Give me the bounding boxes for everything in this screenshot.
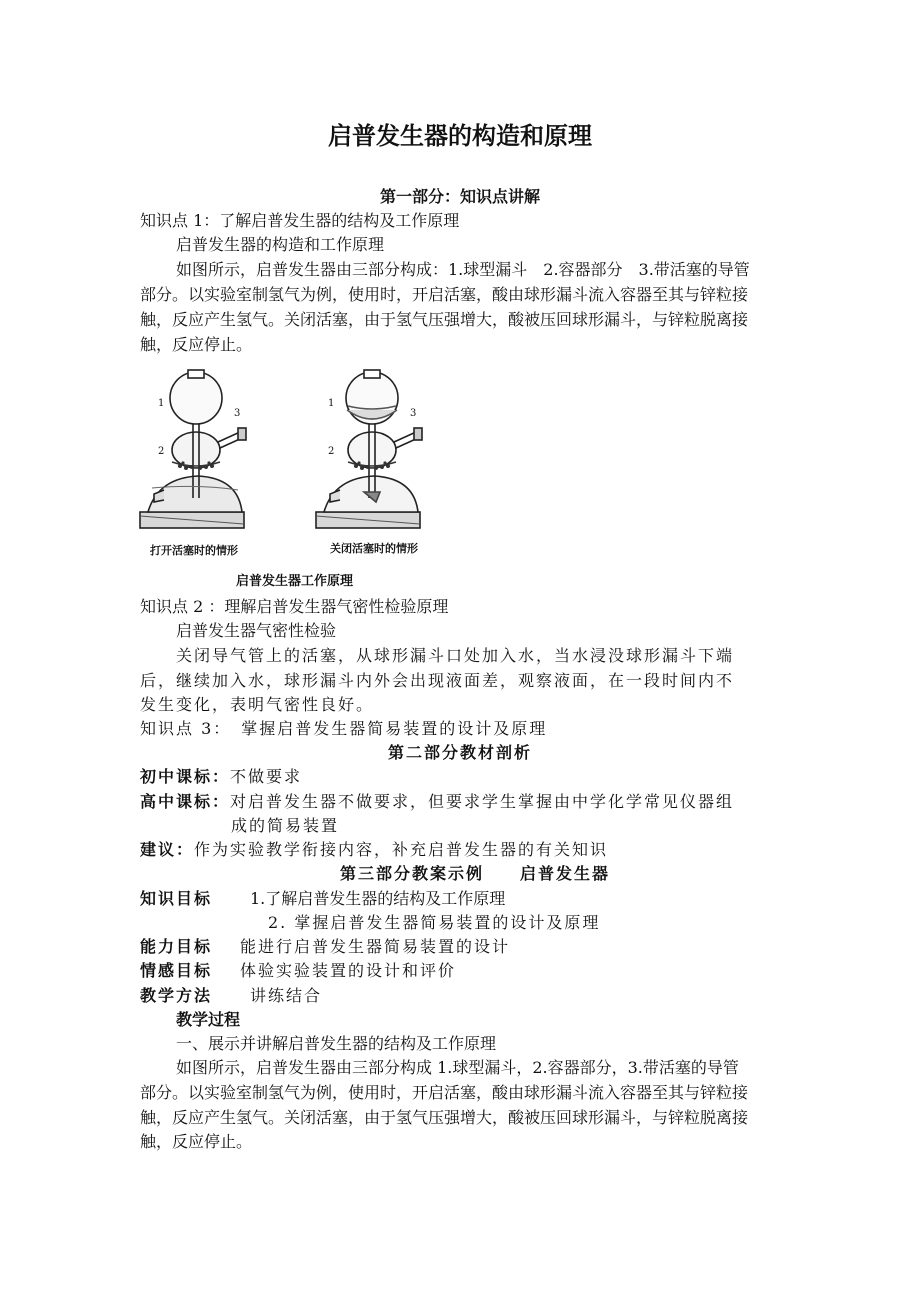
knowledge-goal-label: 知识目标 [140,889,213,908]
label-tube-left: 3 [234,408,241,419]
paragraph-line: 如图所示，启普发生器由三部分构成：1.球型漏斗 2.容器部分 3.带活塞的导管 [176,260,750,279]
paragraph-line: 部分。以实验室制氢气为例，使用时，开启活塞，酸由球形漏斗流入容器至其与锌粒接 [140,1083,749,1102]
junior-standard-label: 初中课标： [140,767,231,786]
knowledge-goal-item: 1.了解启普发生器的结构及工作原理 [250,889,506,908]
part1-heading: 第一部分：知识点讲解 [379,187,540,206]
knowledge-point-3: 知识点 3： 掌握启普发生器简易装置的设计及原理 [140,719,548,738]
part2-heading: 第二部分教材剖析 [387,743,532,762]
teaching-method-label: 教学方法 [140,986,213,1005]
kipp-apparatus-figure [138,366,438,591]
teaching-step-1: 一、展示并讲解启普发生器的结构及工作原理 [176,1034,497,1053]
figure-caption-open: 打开活塞时的情形 [150,544,238,557]
junior-standard-text: 不做要求 [230,767,303,786]
senior-standard [140,791,734,813]
paragraph-line: 发生变化，表明气密性良好。 [140,695,375,714]
figure-caption-closed: 关闭活塞时的情形 [330,542,418,555]
paragraph-line: 关闭导气管上的活塞，从球形漏斗口处加入水，当水浸没球形漏斗下端 [176,646,735,665]
senior-standard-text: 对启普发生器不做要求，但要求学生掌握由中学化学常见仪器组 [230,792,735,811]
figure-title: 启普发生器工作原理 [236,574,354,589]
label-funnel-left: 1 [158,398,165,409]
paragraph-line: 触，反应产生氢气。关闭活塞，由于氢气压强增大，酸被压回球形漏斗，与锌粒脱离接 [140,310,749,329]
teaching-process-label: 教学过程 [176,1010,241,1029]
paragraph-line: 部分。以实验室制氢气为例，使用时，开启活塞，酸由球形漏斗流入容器至其与锌粒接 [140,285,749,304]
senior-standard-text-cont: 成的简易装置 [231,816,340,835]
senior-standard-label: 高中课标： [140,792,231,811]
paragraph-line: 触，反应停止。 [140,1132,253,1151]
teaching-method-text: 讲练结合 [250,986,323,1005]
document-title: 启普发生器的构造和原理 [328,122,592,150]
ability-goal-text: 能进行启普发生器简易装置的设计 [240,937,511,956]
junior-standard [140,766,302,788]
knowledge-point-1: 知识点 1：了解启普发生器的结构及工作原理 [140,211,460,230]
label-funnel-right: 1 [328,398,335,409]
advice-label: 建议： [140,840,195,859]
knowledge-goal-item: 2. 掌握启普发生器简易装置的设计及原理 [268,913,601,932]
advice-text: 作为实验教学衔接内容，补充启普发生器的有关知识 [194,840,609,859]
paragraph-line: 如图所示，启普发生器由三部分构成 1.球型漏斗，2.容器部分，3.带活塞的导管 [176,1058,739,1077]
paragraph-line: 触，反应产生氢气。关闭活塞，由于氢气压强增大，酸被压回球形漏斗，与锌粒脱离接 [140,1108,749,1127]
emotion-goal-text: 体验实验装置的设计和评价 [240,961,457,980]
knowledge-point-1-subtitle: 启普发生器的构造和工作原理 [176,235,385,254]
paragraph-line: 后，继续加入水，球形漏斗内外会出现液面差，观察液面，在一段时间内不 [140,671,735,690]
knowledge-point-2-subtitle: 启普发生器气密性检验 [176,621,337,640]
label-container-left: 2 [158,446,165,457]
paragraph-line: 触，反应停止。 [140,335,253,354]
label-container-right: 2 [328,446,335,457]
advice [140,839,608,861]
part3-heading: 第三部分教案示例 启普发生器 [340,864,611,883]
label-tube-right: 3 [410,408,417,419]
knowledge-point-2: 知识点 2 ：理解启普发生器气密性检验原理 [140,597,449,616]
emotion-goal-label: 情感目标 [140,961,213,980]
ability-goal-label: 能力目标 [140,937,213,956]
